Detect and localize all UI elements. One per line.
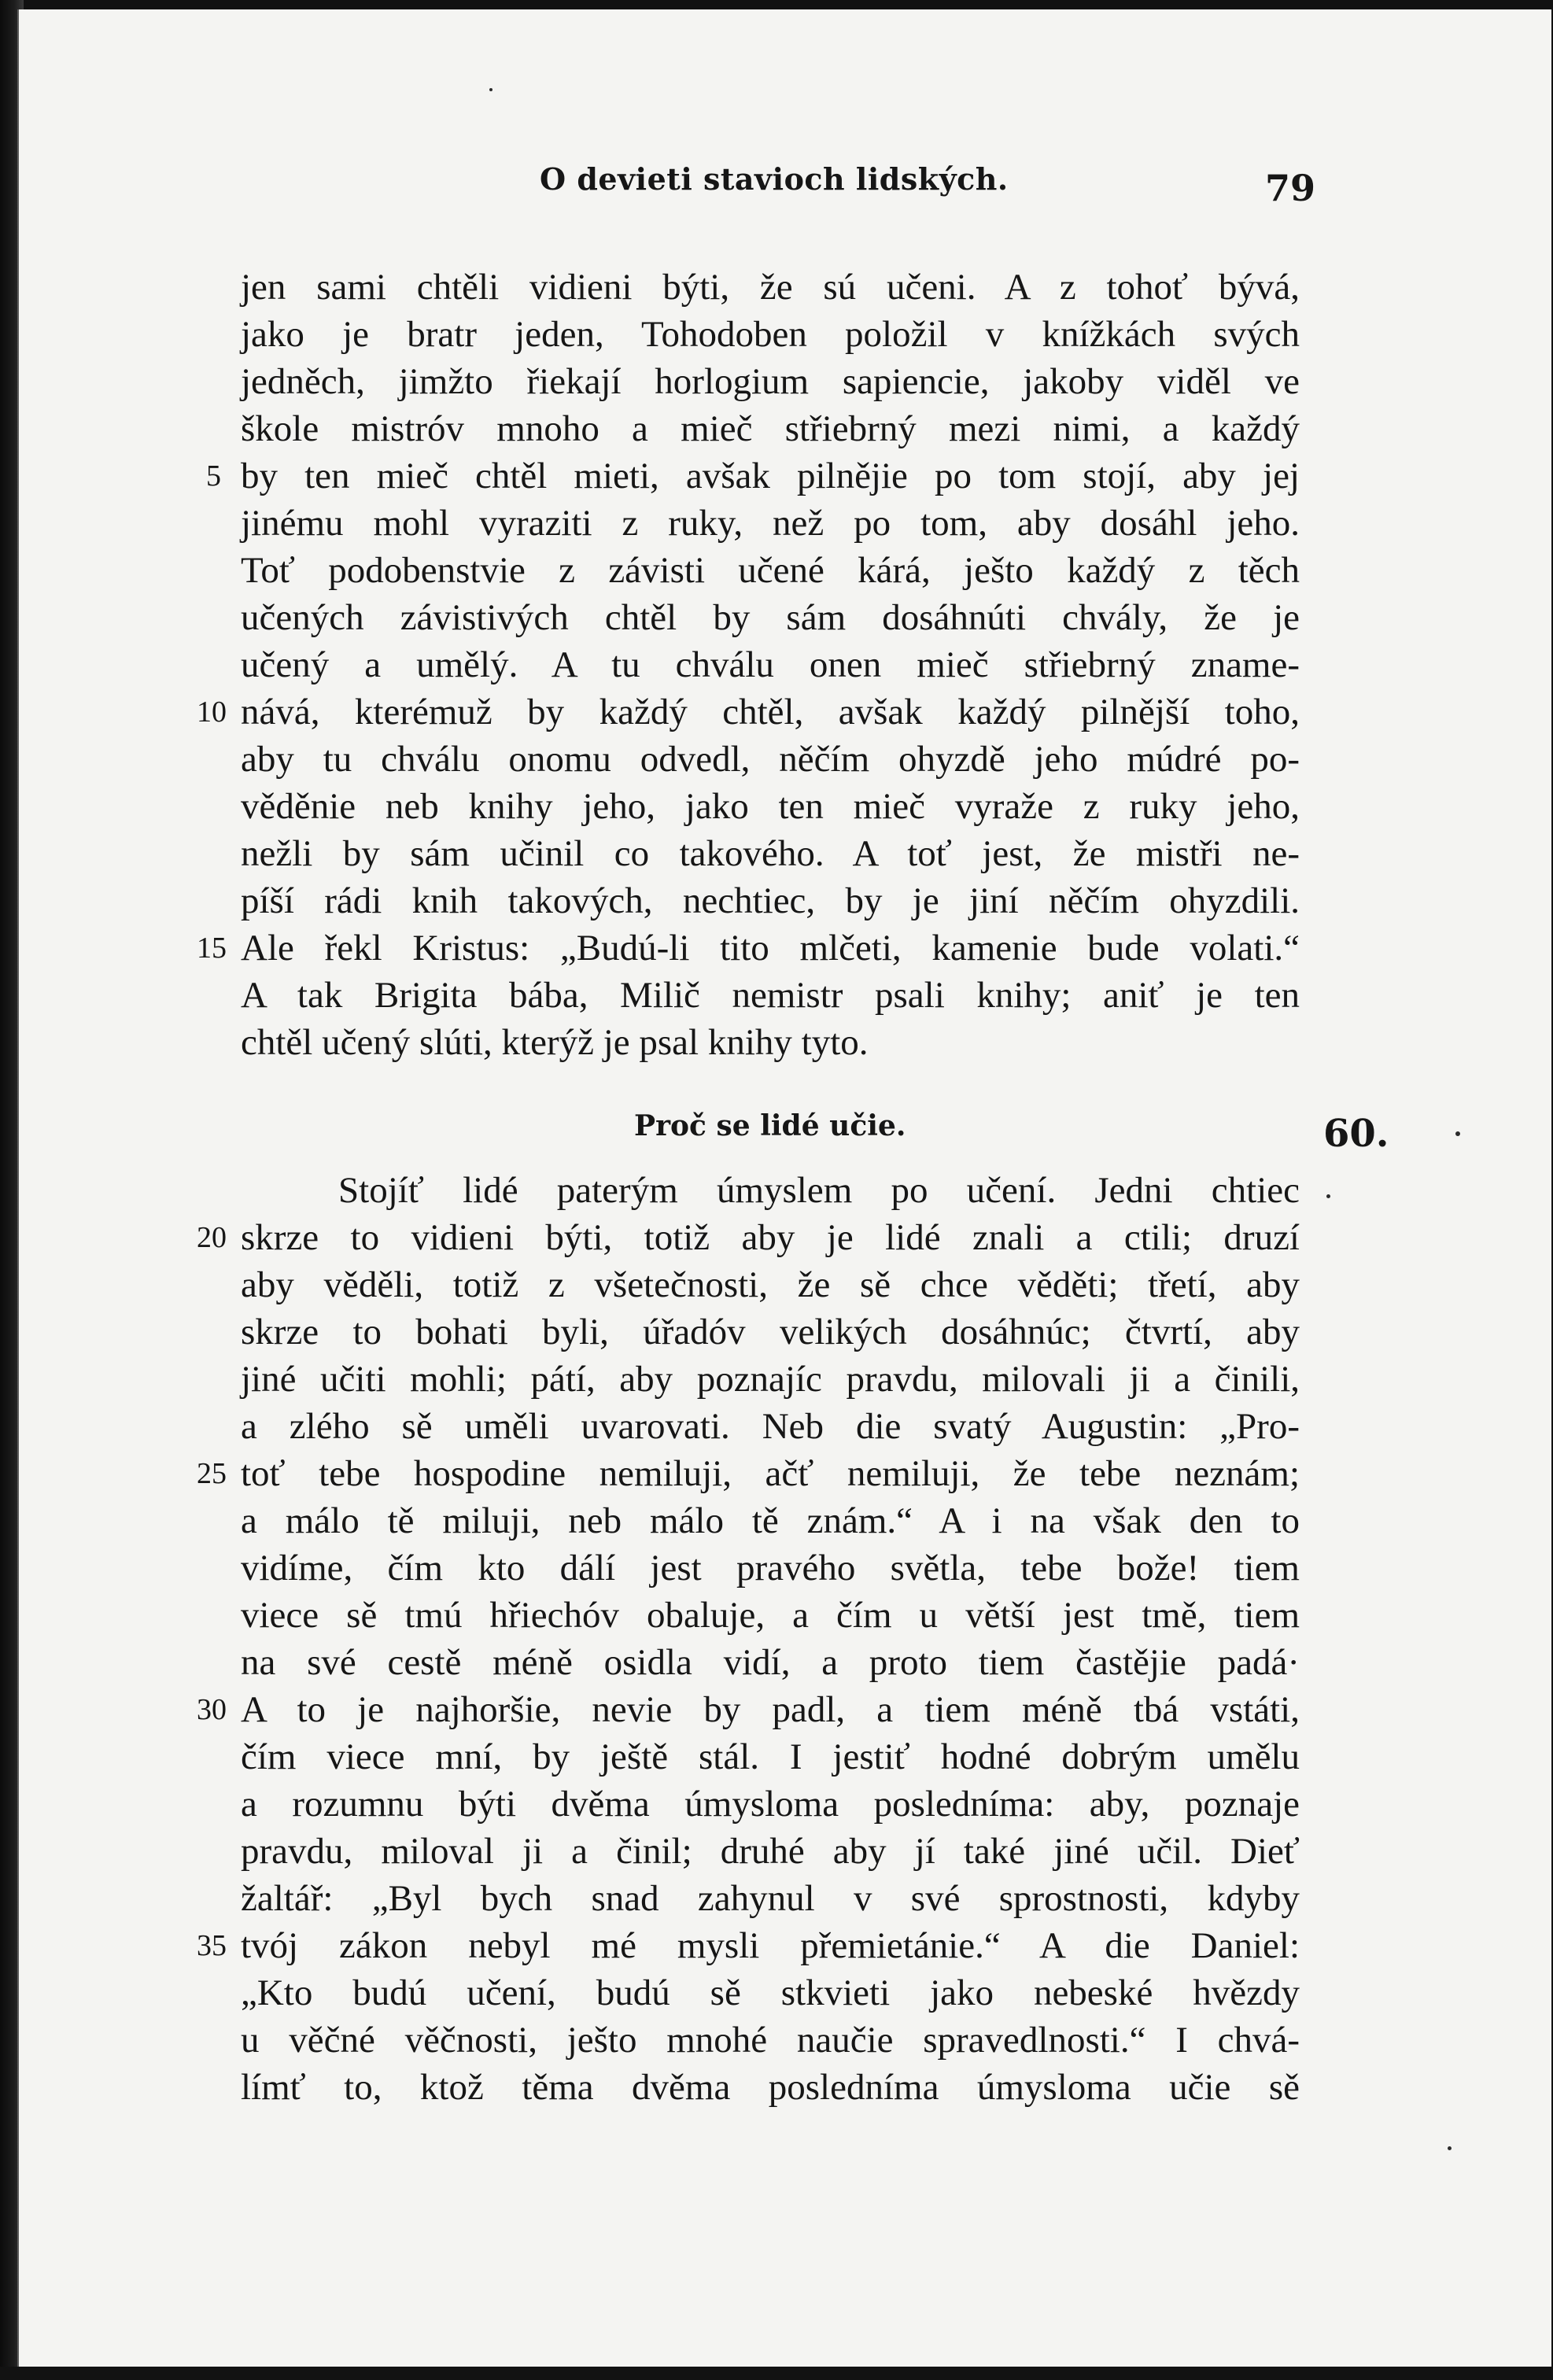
- text-line: A tak Brigita bába, Milič nemistr psali knihy; aniť je ten: [241, 975, 1300, 1016]
- text-line: a rozumnu býti dvěma úmysloma posledníma: aby, poznaje: [241, 1784, 1300, 1825]
- text-line: jinému mohl vyraziti z ruky, než po tom, aby dosáhl jeho.: [241, 503, 1300, 544]
- running-head: O devieti stavioch lidských.: [540, 161, 1009, 197]
- text-line: učený a umělý. A tu chválu onen mieč střiebrný zname-: [241, 644, 1300, 685]
- section-number: 60.: [1323, 1112, 1389, 1156]
- line-number: 15: [197, 932, 227, 965]
- text-line: Ale řekl Kristus: „Budú-li tito mlčeti, kamenie bude volati.“: [241, 928, 1300, 969]
- text-line: skrze to vidieni býti, totiž aby je lidé znali a ctili; druzí: [241, 1217, 1300, 1258]
- scan-speck: [489, 88, 492, 91]
- text-line: jedněch, jimžto řiekají horlogium sapiencie, jakoby viděl ve: [241, 361, 1300, 402]
- text-line: skrze to bohati byli, úřadóv velikých dosáhnúc; čtvrtí, aby: [241, 1312, 1300, 1352]
- text-line: nežli by sám učinil co takového. A toť jest, že mistři ne-: [241, 833, 1300, 874]
- text-line: věděnie neb knihy jeho, jako ten mieč vyraže z ruky jeho,: [241, 786, 1300, 827]
- text-line: límť to, ktož těma dvěma posledníma úmysloma učie sě: [241, 2067, 1300, 2108]
- text-line: viece sě tmú hřiechóv obaluje, a čím u větší jest tmě, tiem: [241, 1595, 1300, 1636]
- text-line: Stojíť lidé paterým úmyslem po učení. Jedni chtiec: [338, 1170, 1300, 1211]
- text-line: aby tu chválu onomu odvedl, něčím ohyzdě jeho múdré po-: [241, 739, 1300, 780]
- line-number: 5: [206, 459, 221, 493]
- text-line: škole mistróv mnoho a mieč střiebrný mezi nimi, a každý: [241, 408, 1300, 449]
- text-line: „Kto budú učení, budú sě stkvieti jako nebeské hvězdy: [241, 1972, 1300, 2013]
- text-line: učených závistivých chtěl by sám dosáhnúti chvály, že je: [241, 597, 1300, 638]
- page-number: 79: [1265, 167, 1316, 209]
- line-number: 25: [197, 1457, 227, 1490]
- bottom-edge: [0, 2367, 1553, 2380]
- section-title: Proč se lidé učie.: [634, 1109, 906, 1142]
- text-line: žaltář: „Byl bych snad zahynul v své sprostnosti, kdyby: [241, 1878, 1300, 1919]
- text-line: čím viece mní, by ještě stál. I jestiť hodné dobrým umělu: [241, 1736, 1300, 1777]
- text-line: toť tebe hospodine nemiluji, ačť nemiluji, že tebe neznám;: [241, 1453, 1300, 1494]
- line-number: 30: [197, 1693, 227, 1726]
- scan-speck: [1455, 1131, 1460, 1136]
- text-line: by ten mieč chtěl mieti, avšak pilnějie po tom stojí, aby jej: [241, 456, 1300, 496]
- text-line: A to je najhoršie, nevie by padl, a tiem méně tbá vstáti,: [241, 1689, 1300, 1730]
- text-line: jiné učiti mohli; pátí, aby poznajíc pravdu, milovali ji a činili,: [241, 1359, 1300, 1400]
- text-line: vidíme, čím kto dálí jest pravého světla, tebe bože! tiem: [241, 1548, 1300, 1589]
- text-line: jako je bratr jeden, Tohodoben položil v knížkách svých: [241, 314, 1300, 355]
- text-line: a málo tě miluji, neb málo tě znám.“ A i na však den to: [241, 1500, 1300, 1541]
- text-line: pravdu, miloval ji a činil; druhé aby jí také jiné učil. Dieť: [241, 1831, 1300, 1872]
- text-line: jen sami chtěli vidieni býti, že sú učeni. A z tohoť bývá,: [241, 267, 1300, 308]
- text-line: nává, kterémuž by každý chtěl, avšak každý pilnější toho,: [241, 692, 1300, 732]
- text-line: na své cestě méně osidla vidí, a proto tiem častějie padá·: [241, 1642, 1300, 1683]
- text-line: u věčné věčnosti, ješto mnohé naučie spravedlnosti.“ I chvá-: [241, 2020, 1300, 2061]
- scan-speck: [1326, 1194, 1330, 1198]
- text-line: chtěl učený slúti, kterýž je psal knihy tyto.: [241, 1022, 869, 1063]
- text-line: a zlého sě uměli uvarovati. Neb die svatý Augustin: „Pro-: [241, 1406, 1300, 1447]
- text-line: píší rádi knih takových, nechtiec, by je jiní něčím ohyzdili.: [241, 880, 1300, 921]
- scan-speck: [1448, 2146, 1452, 2150]
- line-number: 10: [197, 696, 227, 729]
- line-number: 20: [197, 1221, 227, 1254]
- text-line: tvój zákon nebyl mé mysli přemietánie.“ A die Daniel:: [241, 1925, 1300, 1966]
- line-number: 35: [197, 1929, 227, 1962]
- text-line: Toť podobenstvie z závisti učené kárá, ješto každý z těch: [241, 550, 1300, 591]
- text-line: aby věděli, totiž z všetečnosti, že sě chce věděti; třetí, aby: [241, 1264, 1300, 1305]
